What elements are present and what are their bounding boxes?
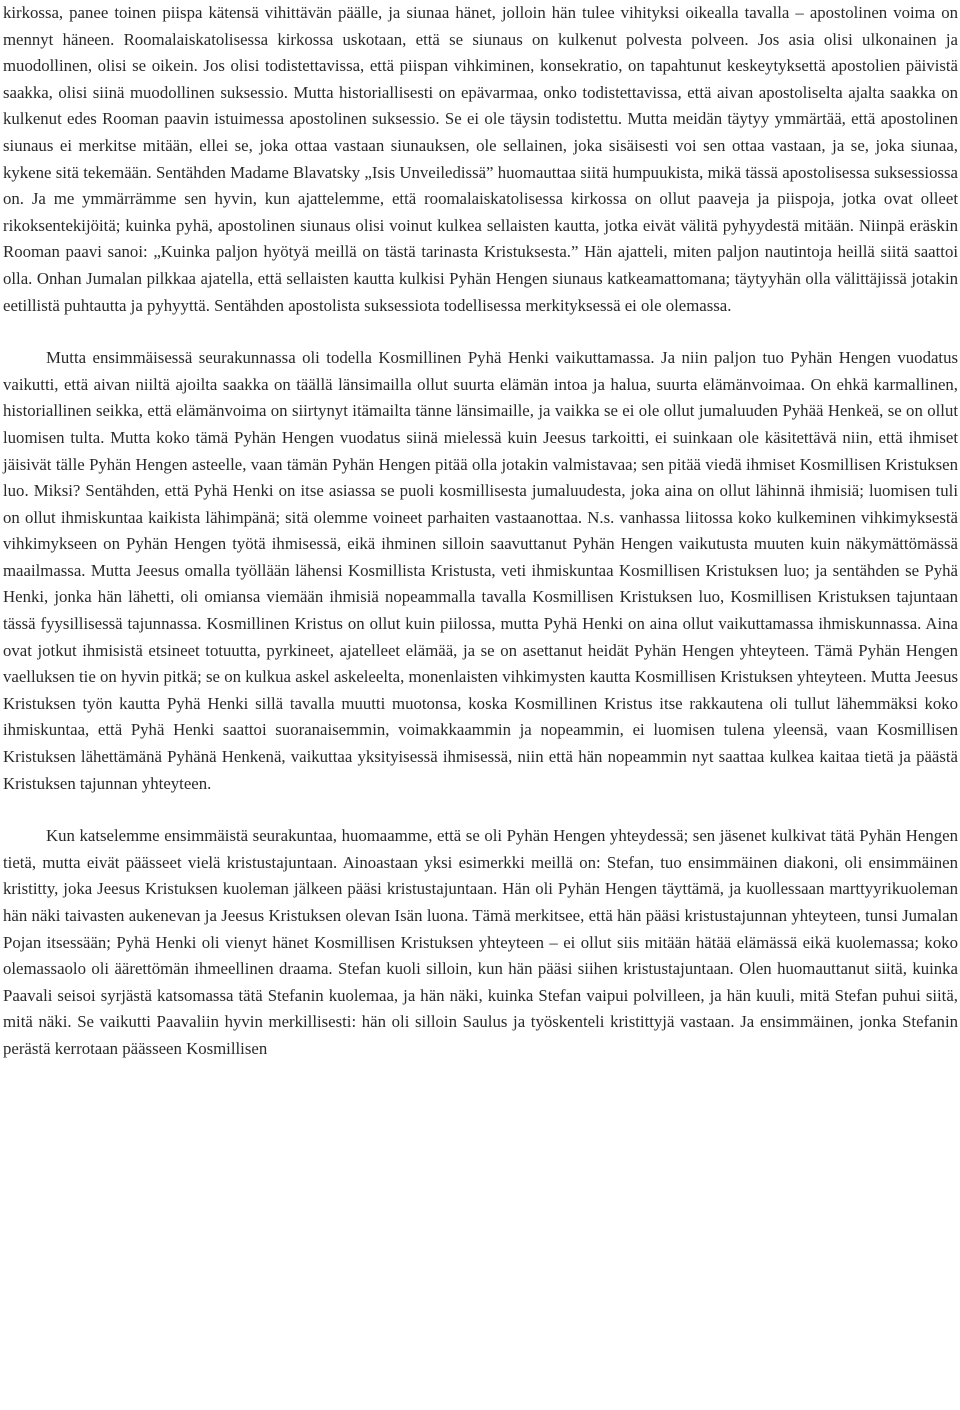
- paragraph: Kun katselemme ensimmäistä seurakuntaa, huomaamme, että se oli Pyhän Hengen yhteydessä; sen jäsenet kulkivat tätä Pyhän Hengen tietä, mutta eivät päässeet vielä kristustajuntaan. Ainoastaan yksi esimerkki meillä on: Stefan, tuo ensimmäinen diakoni, oli ensimmäinen kristitty, joka Jeesus Kristuksen kuoleman jälkeen pääsi kristustajuntaan. Hän oli Pyhän Hengen täyttämä, ja kuollessaan marttyyrikuoleman hän näki taivasten aukenevan ja Jeesus Kristuksen olevan Isän luona. Tämä merkitsee, että hän pääsi kristustajunnan yhteyteen, tunsi Jumalan Pojan itsessään; Pyhä Henki oli vienyt hänet Kosmillisen Kristuksen yhteyteen – ei ollut siis mitään hätää elämässä eikä kuolemassa; koko olemassaolo oli äärettömän ihmeellinen draama. Stefan kuoli silloin, kun hän pääsi siihen kristustajuntaan. Olen huomauttanut siitä, kuinka Paavali seisoi syrjästä katsomassa tätä Stefanin kuolemaa, ja hän näki, kuinka Stefan vaipui polvilleen, ja hän kuuli, mitä Stefan puhui siitä, mitä näki. Se vaikutti Paavaliin hyvin merkillisesti: hän oli silloin Saulus ja työskenteli kristittyjä vastaan. Ja ensimmäinen, jonka Stefanin perästä kerrotaan päässeen Kosmillisen: [3, 826, 958, 1058]
- paragraph: Mutta ensimmäisessä seurakunnassa oli todella Kosmillinen Pyhä Henki vaikuttamassa. Ja niin paljon tuo Pyhän Hengen vuodatus vaikutti, että aivan niiltä ajoilta saakka on täällä länsimailla ollut suurta elämän intoa ja halua, suurta elämänvoimaa. On ehkä karmallinen, historiallinen seikka, että elämänvoima on siirtynyt itämailta tänne länsimaille, ja vaikka se ei ole ollut jumaluuden Pyhää Henkeä, se on ollut luomisen tulta. Mutta koko tämä Pyhän Hengen vuodatus siinä mielessä kuin Jeesus tarkoitti, ei suinkaan ole käsitettävä niin, että ihmiset jäisivät tälle Pyhän Hengen asteelle, vaan tämän Pyhän Hengen pitää olla jotakin valmistavaa; sen pitää viedä ihmiset Kosmillisen Kristuksen luo. Miksi? Sentähden, että Pyhä Henki on itse asiassa se puoli kosmillisesta jumaluudesta, joka aina on ollut lähinnä ihmisiä; luomisen tuli on ollut ihmiskuntaa kaikista lähimpänä; sitä olemme voineet parhaiten vastaanottaa. N.s. vanhassa liitossa koko kulkeminen vihkimyksestä vihkimykseen on Pyhän Hengen työtä ihmisessä, eikä ihminen silloin saavuttanut Pyhän Hengen vaikutusta muuten kuin näkymättömässä maailmassa. Mutta Jeesus omalla työllään lähensi Kosmillista Kristusta, veti ihmiskuntaa Kosmillisen Kristuksen luo; ja sentähden se Pyhä Henki, jonka hän lähetti, oli omiansa viemään ihmisiä nopeammalla tavalla Kosmillisen Kristuksen luo, Kosmillisen Kristuksen tajuntaan tässä fyysillisessä tajunnassa. Kosmillinen Kristus on ollut kuin piilossa, mutta Pyhä Henki on aina ollut vaikuttamassa ihmiskunnassa. Aina ovat jotkut ihmisistä etsineet totuutta, pyrkineet, ajatelleet elämää, ja se on asettanut heidät Pyhän Hengen yhteyteen. Tämä Pyhän Hengen vaelluksen tie on hyvin pitkä; se on kulkua askel askeleelta, monenlaisten vihkimysten kautta Kosmillisen Kristuksen yhteyteen. Mutta Jeesus Kristuksen työn kautta Pyhä Henki sillä tavalla muutti muotonsa, koska Kosmillinen Kristus itse rakkautena oli tullut lähemmäksi koko ihmiskuntaa, että Pyhä Henki saattoi suoranaisemmin, voimakkaammin ja nopeammin, ei luomisen tulena yleensä, vaan Kosmillisen Kristuksen lähettämänä Pyhänä Henkenä, vaikuttaa yksityisessä ihmisessä, niin että hän nopeammin nyt saattaa kulkea kaitaa tietä ja päästä Kristuksen tajunnan yhteyteen.: [3, 348, 958, 793]
- paragraph-gap: [3, 319, 958, 345]
- paragraph-gap: [3, 797, 958, 823]
- paragraph-continued: kirkossa, panee toinen piispa kätensä vihittävän päälle, ja siunaa hänet, jolloin hän tulee vihityksi oikealla tavalla – apostolinen voima on mennyt häneen. Roomalaiskatolisessa kirkossa uskotaan, että se siunaus on kulkenut polvesta polveen. Jos asia olisi ulkonainen ja muodollinen, olisi se oikein. Jos olisi todistettavissa, että piispan vihkiminen, konsekratio, on tapahtunut keskeytyksettä apostolien päivistä saakka, olisi siinä muodollinen suksessio. Mutta historiallisesti on epävarmaa, onko todistettavissa, että aivan apostoliselta ajalta saakka on kulkenut edes Rooman paavin istuimessa apostolinen suksessio. Se ei ole täysin todistettu. Mutta meidän täytyy ymmärtää, että apostolinen siunaus ei merkitse mitään, ellei se, joka ottaa vastaan siunauksen, ole sellainen, joka sisäisesti voi sen ottaa vastaan, ja se, joka siunaa, kykene sitä tekemään. Sentähden Madame Blavatsky „Isis Unveiledissä” huomauttaa siitä humpuukista, mikä tässä apostolisessa suksessiossa on. Ja me ymmärrämme sen hyvin, kun ajattelemme, että roomalaiskatolisessa kirkossa on ollut paaveja ja piispoja, jotka ovat olleet rikoksentekijöitä; kuinka pyhä, apostolinen siunaus olisi voinut kulkea sellaisten kautta, jotka eivät välitä pyhyydestä mitään. Niinpä eräskin Rooman paavi sanoi: „Kuinka paljon hyötyä meillä on tästä tarinasta Kristuksesta.” Hän ajatteli, miten paljon nautintoja heillä siitä saattoi olla. Onhan Jumalan pilkkaa ajatella, että sellaisten kautta kulkisi Pyhän Hengen siunaus katkeamattomana; täytyyhän olla välittäjissä jotakin eetillistä puhtautta ja pyhyyttä. Sentähden apostolista suksessiota todellisessa merkityksessä ei ole olemassa.: [3, 3, 958, 315]
